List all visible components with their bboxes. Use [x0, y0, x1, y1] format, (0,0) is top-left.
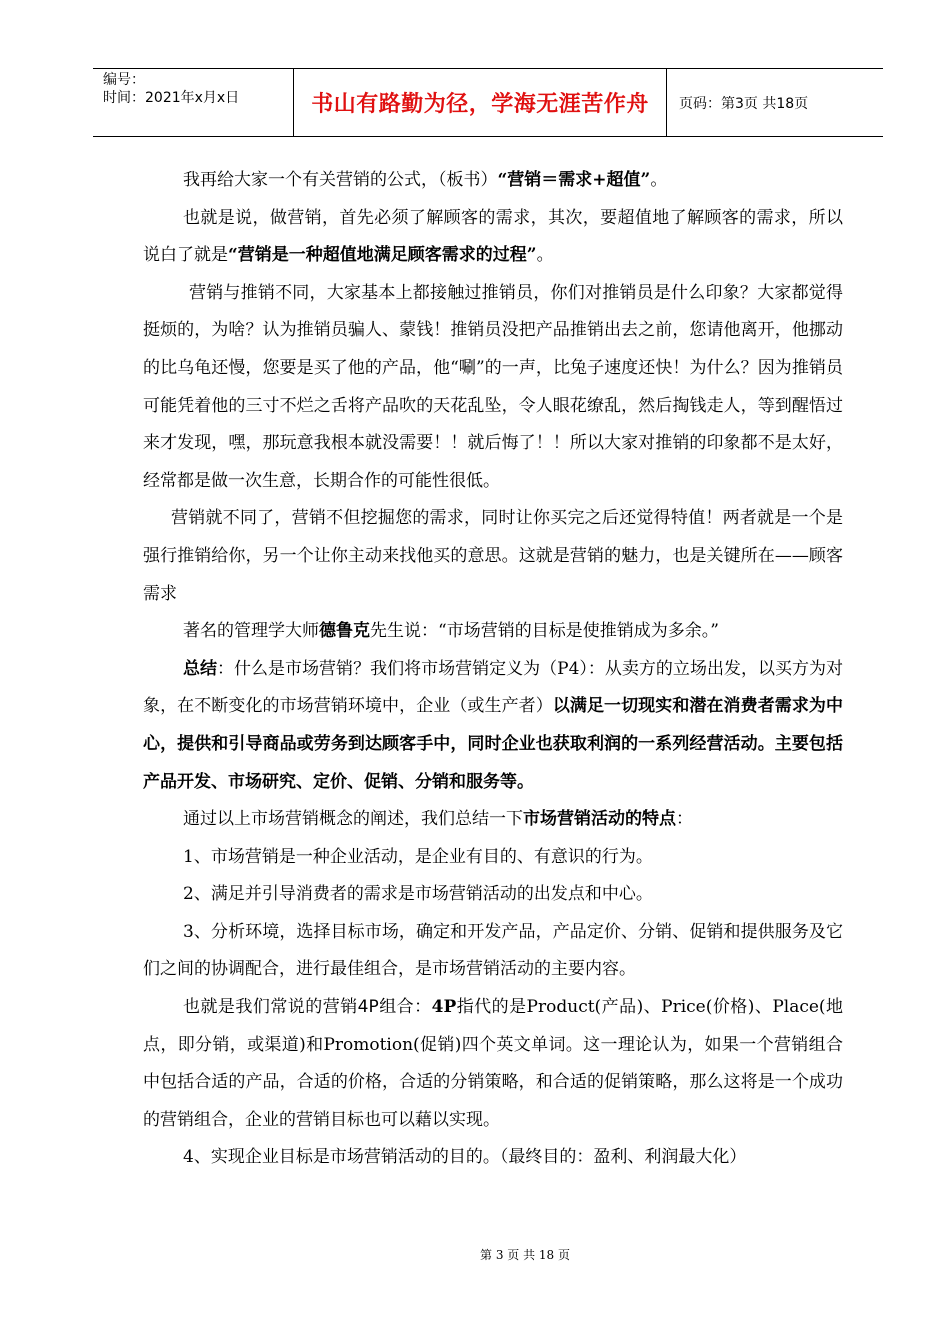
paragraph-salesman: 营销与推销不同，大家基本上都接触过推销员，你们对推销员是什么印象？大家都觉得挺烦的，为啥？认为推销员骗人、蒙钱！推销员没把产品推销出去之前，您请他离开，他挪动的比乌龟还慢，您要是买了他的产品，他“唰”的一声，比兔子速度还快！为什么？因为推销员可能凭着他的三寸不烂之舌将产品吹的天花乱坠，令人眼花缭乱，然后掏钱走人，等到醒悟过来才发现，嘿，那玩意我根本就没需要！！就后悔了！！所以大家对推销的印象都不是太好，经常都是做一次生意，长期合作的可能性很低。	[143, 282, 843, 491]
paragraph-summary	[143, 651, 843, 801]
4p-text: 4P	[357, 997, 379, 1018]
text-span: 我再给大家一个有关营销的公式，（板书）	[183, 170, 498, 190]
text-span: 也就是我们常说的营销	[183, 997, 358, 1018]
text-span: 先生说：“市场营销的目标是使推销成为多余。”	[370, 621, 719, 642]
4p-bold: 4P	[431, 997, 457, 1018]
features-bold: 市场营销活动的特点	[523, 809, 676, 830]
page-footer: 第 3 页 共 18 页	[480, 1248, 570, 1262]
text-span: ：什么是市场营销？我们将市场营销定义为（P4）：从卖方的立场出发，以买方为对象，在不断变化的市场营销环境中，企业（或生产者）	[143, 658, 843, 717]
text-span: 。	[650, 170, 668, 190]
text-span: 也就是说，做营销，首先必须了解顾客的需求，其次，要超值地了解顾客的需求，所以说白了就是	[143, 207, 843, 266]
header-left-cell	[93, 69, 293, 136]
page-header	[93, 68, 883, 137]
paragraph-features-intro	[143, 801, 843, 839]
motto-text: 书山有路勤为径，学海无涯苦作舟	[311, 92, 649, 117]
document-body	[143, 162, 843, 1177]
definition-bold: “营销是一种超值地满足顾客需求的过程”	[228, 245, 537, 266]
paragraph-drucker	[143, 613, 843, 651]
summary-bold: 以满足一切现实和潜在消费者需求为中心，提供和引导商品或劳务到达顾客手中，同时企业也获取利润的一系列经营活动。主要包括产品开发、市场研究、定价、促销、分销和服务等。	[143, 696, 844, 792]
list-item-3: 3、分析环境，选择目标市场，确定和开发产品，产品定价、分销、促销和提供服务及它们之间的协调配合，进行最佳组合，是市场营销活动的主要内容。	[143, 921, 843, 980]
list-item-2: 2、满足并引导消费者的需求是市场营销活动的出发点和中心。	[183, 884, 653, 905]
text-span: 组合：	[378, 997, 432, 1018]
number-label: 编号：	[103, 72, 145, 88]
page-label: 页码：第3页 共18页	[679, 95, 809, 112]
text-span: 指代的是Product(产品)、Price(价格)、Place(地点，即分销，或渠道)和Promotion(促销)四个英文单词。这一理论认为，如果一个营销组合中包括合适的产品，合适的价格，合适的分销策略，和合适的促销策略，那么这将是一个成功的营销组合，企业的营销目标也可以藉以实现。	[143, 997, 844, 1130]
list-item-4: 4、实现企业目标是市场营销活动的目的。（最终目的：盈利、利润最大化）	[183, 1147, 747, 1168]
header-page-cell	[667, 69, 895, 136]
paragraph-4p	[143, 989, 843, 1139]
formula-bold: “营销＝需求+超值”	[497, 170, 651, 190]
time-label: 时间：2021年x月x日	[103, 90, 240, 106]
paragraph-definition	[143, 200, 843, 275]
drucker-bold: 德鲁克	[319, 621, 370, 642]
paragraph-formula	[143, 162, 843, 200]
list-item-1: 1、市场营销是一种企业活动，是企业有目的、有意识的行为。	[183, 846, 653, 867]
text-span: 通过以上市场营销概念的阐述，我们总结一下	[183, 809, 523, 830]
paragraph-marketing-differs: 营销就不同了，营销不但挖掘您的需求，同时让你买完之后还觉得特值！两者就是一个是强行推销给你，另一个让你主动来找他买的意思。这就是营销的魅力，也是关键所在——顾客需求	[143, 508, 843, 604]
text-span: 。	[536, 245, 554, 266]
header-motto-cell	[293, 69, 667, 136]
summary-label: 总结	[183, 658, 218, 679]
text-span: ：	[676, 809, 693, 830]
text-span: 著名的管理学大师	[183, 621, 319, 642]
